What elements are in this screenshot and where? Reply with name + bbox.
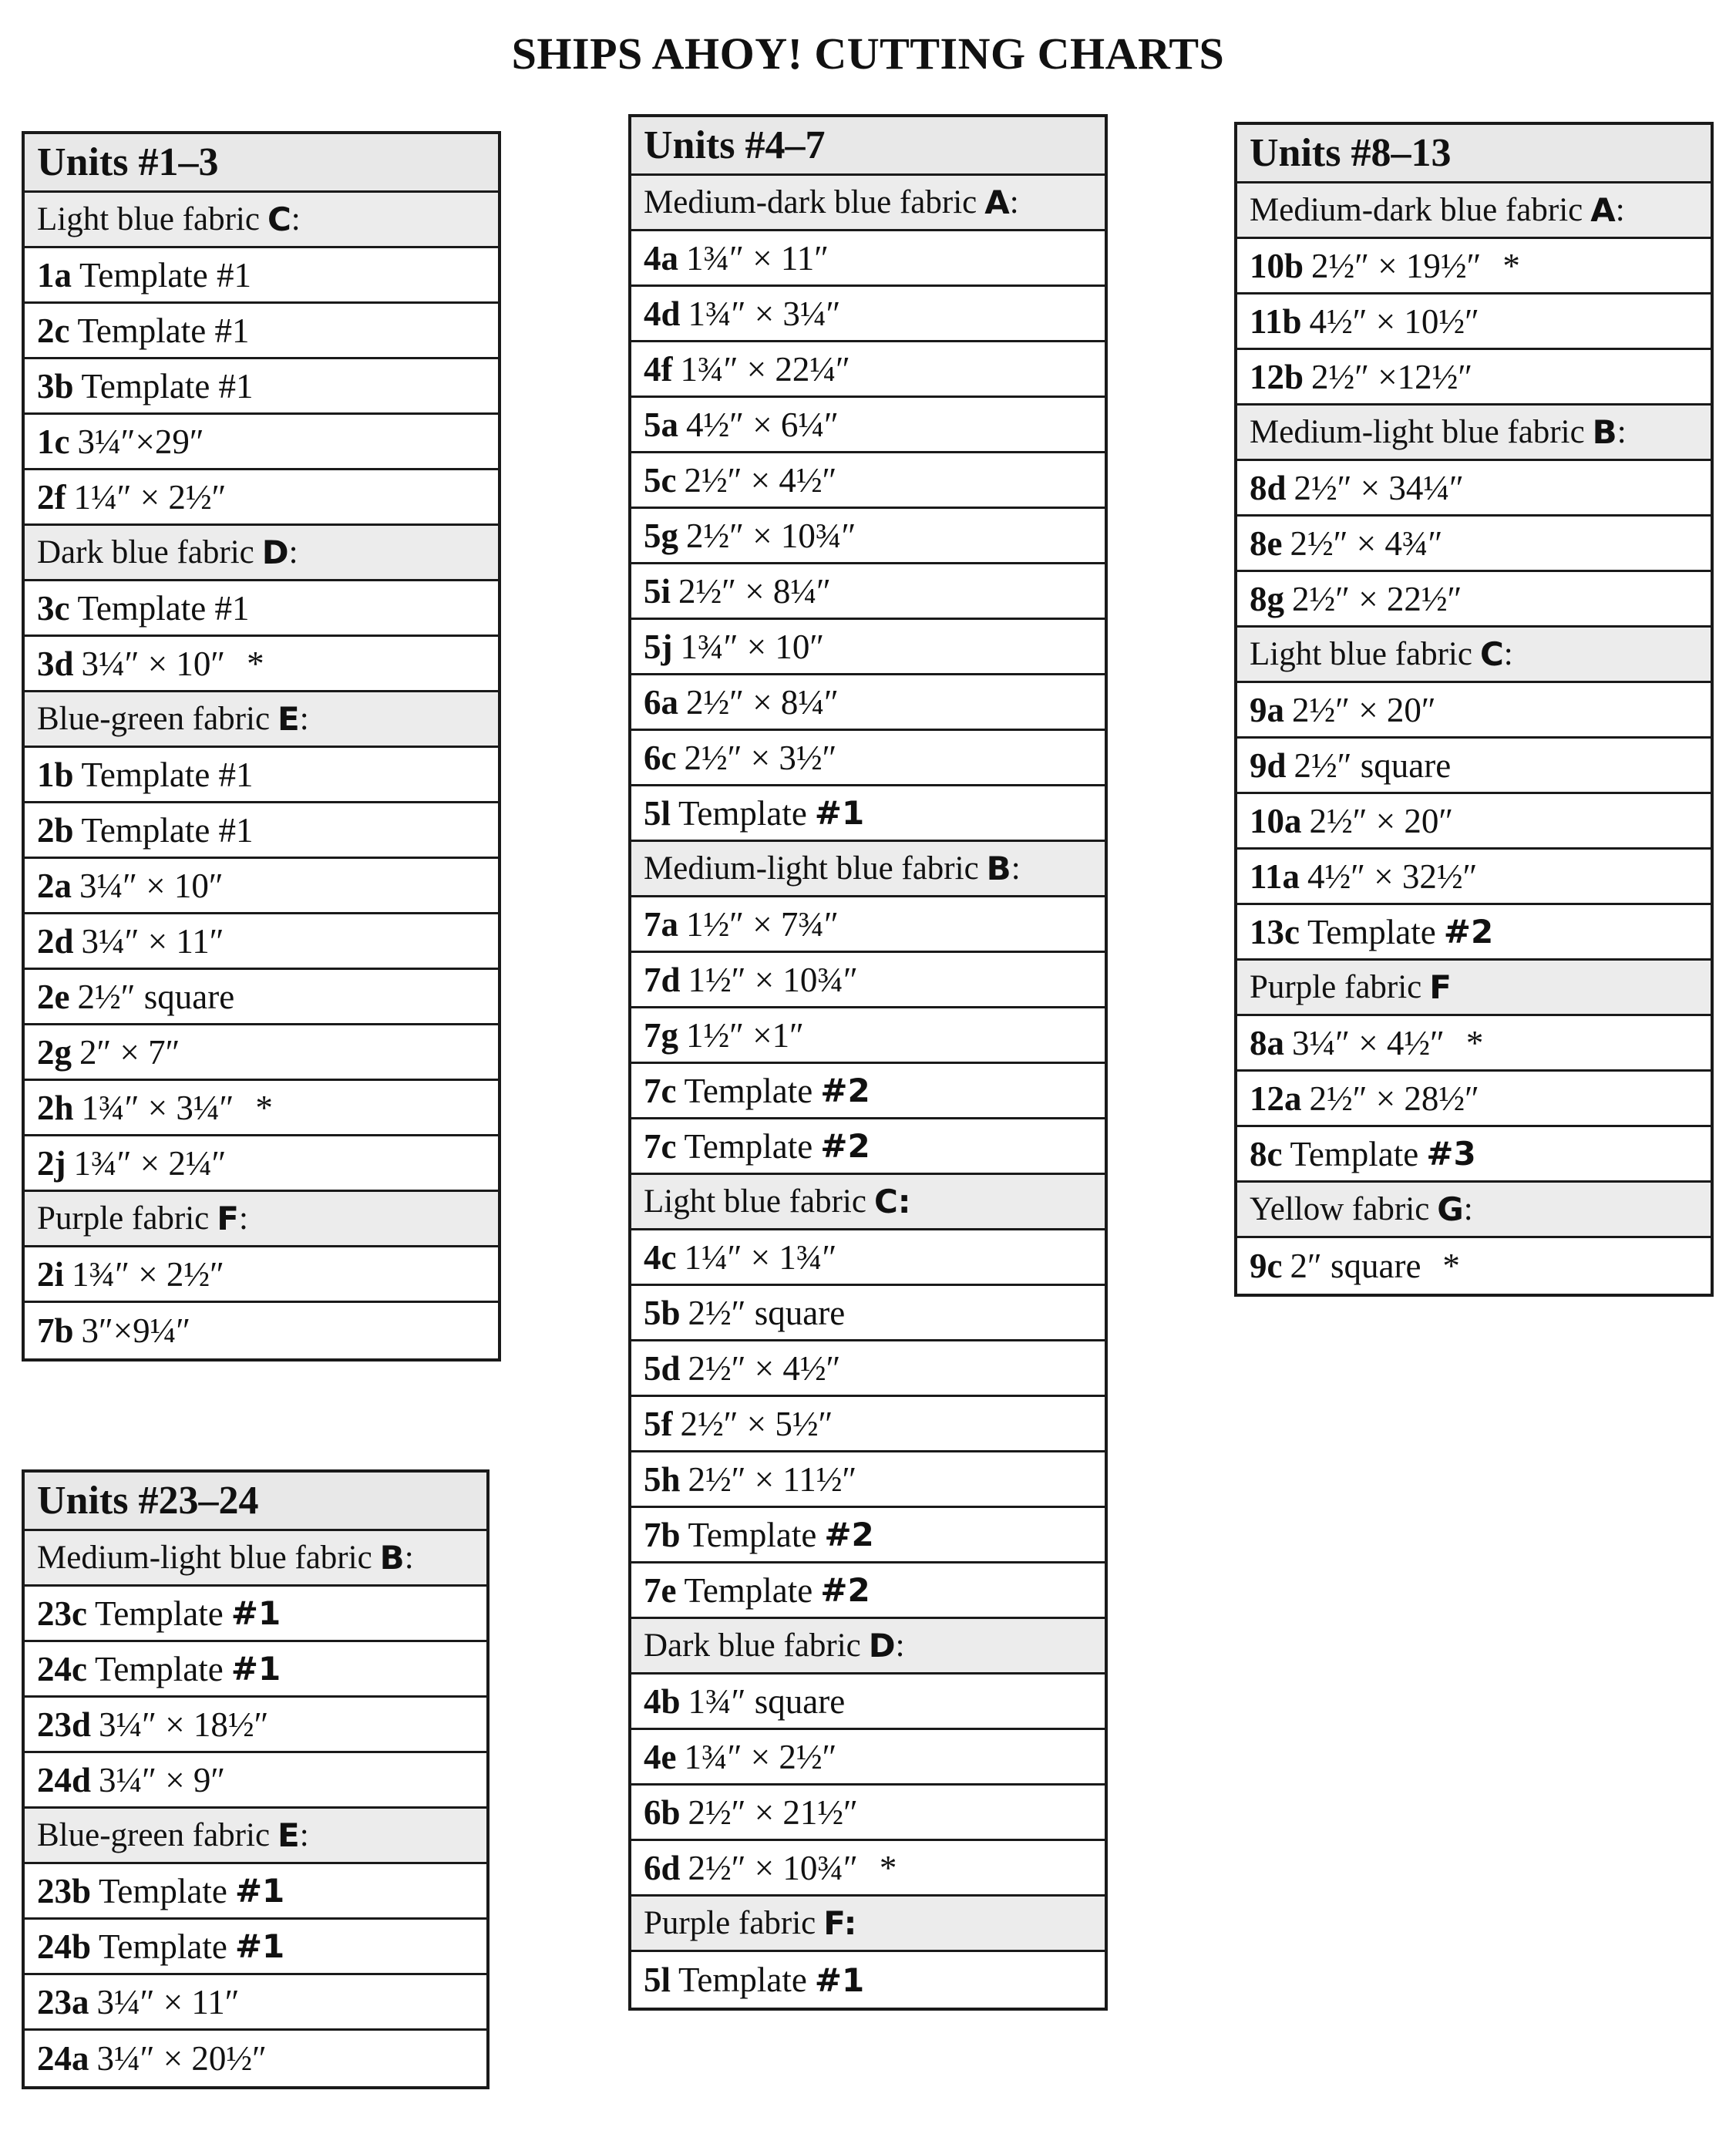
cut-code: 7g xyxy=(644,1015,678,1055)
cut-size: 2½″ × 22½″ xyxy=(1292,579,1462,618)
cut-size: 2½″ ×12½″ xyxy=(1311,357,1473,396)
cut-code: 6a xyxy=(644,682,678,722)
cut-size: Template xyxy=(678,1961,807,1999)
fabric-name: Yellow fabric xyxy=(1250,1191,1430,1227)
cut-size: 1½″ × 10¾″ xyxy=(688,960,858,999)
cut-size: 3¼″ × 10″ xyxy=(81,644,226,683)
cut-row xyxy=(25,581,498,637)
cut-row xyxy=(1237,350,1711,406)
fabric-header xyxy=(1237,628,1711,683)
template-number: #2 xyxy=(824,1516,874,1553)
cut-size: 2″ × 7″ xyxy=(79,1032,180,1072)
asterisk-note: * xyxy=(1465,1023,1484,1062)
fabric-letter: E xyxy=(278,1816,300,1854)
cut-code: 8c xyxy=(1250,1134,1283,1173)
fabric-letter: E xyxy=(278,700,300,738)
template-number: #2 xyxy=(1443,913,1494,951)
cut-code: 23d xyxy=(37,1705,92,1744)
cut-size: Template xyxy=(678,793,807,833)
cut-size: Template xyxy=(684,1071,813,1110)
cut-size: 3¼″ × 20½″ xyxy=(96,2039,267,2078)
cut-row xyxy=(25,470,498,526)
cut-row xyxy=(25,1975,486,2031)
template-number: #1 xyxy=(814,794,865,832)
fabric-header xyxy=(1237,183,1711,239)
cut-size: Template #1 xyxy=(77,311,250,350)
cut-size: 1¼″ × 1¾″ xyxy=(684,1237,837,1277)
cut-row xyxy=(25,1642,486,1698)
cut-size: 3¼″ × 10″ xyxy=(79,866,224,905)
cut-size: 2½″ square xyxy=(77,977,235,1016)
cut-code: 11a xyxy=(1250,857,1300,896)
cut-row xyxy=(631,1563,1105,1619)
cut-code: 6d xyxy=(644,1848,681,1887)
cut-code: 24d xyxy=(37,1760,92,1799)
fabric-name: Medium-dark blue fabric xyxy=(644,184,977,220)
cut-code: 5l xyxy=(644,793,671,833)
fabric-letter: A xyxy=(984,183,1010,221)
cut-size: 1¾″ × 3¼″ xyxy=(81,1088,234,1127)
cut-code: 1b xyxy=(37,755,74,794)
cutting-chart xyxy=(628,114,1108,2011)
cut-size: 3¼″ × 4½″ xyxy=(1292,1023,1445,1062)
template-number: #3 xyxy=(1426,1135,1476,1173)
template-number: #1 xyxy=(230,1594,281,1632)
fabric-suffix: : xyxy=(1463,1191,1473,1227)
cut-size: 1¾″ × 22¼″ xyxy=(680,349,850,389)
cut-code: 8e xyxy=(1250,523,1283,563)
template-number: #1 xyxy=(234,1927,285,1965)
cut-row xyxy=(631,786,1105,842)
cut-code: 10a xyxy=(1250,801,1302,840)
cut-row xyxy=(25,1081,498,1136)
cut-size: 2½″ × 10¾″ xyxy=(688,1848,858,1887)
cut-code: 12a xyxy=(1250,1079,1302,1118)
fabric-suffix: : xyxy=(1011,850,1021,887)
cut-code: 2i xyxy=(37,1254,65,1294)
page-title: SHIPS AHOY! CUTTING CHARTS xyxy=(511,29,1225,79)
cut-size: 2½″ × 3½″ xyxy=(684,738,837,777)
cutting-chart xyxy=(22,131,501,1362)
cut-row xyxy=(25,359,498,415)
template-number: #2 xyxy=(820,1072,870,1109)
cut-row xyxy=(1237,517,1711,572)
cut-code: 4d xyxy=(644,294,681,333)
template-number: #2 xyxy=(820,1127,870,1165)
cut-code: 2b xyxy=(37,810,74,850)
cut-row xyxy=(631,1230,1105,1286)
cut-code: 4e xyxy=(644,1737,677,1776)
cut-code: 2c xyxy=(37,311,70,350)
cut-row xyxy=(1237,295,1711,350)
fabric-name: Medium-light blue fabric xyxy=(644,850,979,887)
cut-code: 6c xyxy=(644,738,677,777)
cut-code: 8g xyxy=(1250,579,1284,618)
chart-heading: Units #1–3 xyxy=(25,134,498,193)
cut-code: 1c xyxy=(37,422,70,461)
cut-code: 13c xyxy=(1250,912,1300,951)
fabric-name: Light blue fabric xyxy=(37,201,260,237)
cut-row xyxy=(1237,239,1711,295)
cut-size: Template #1 xyxy=(81,366,254,406)
cut-size: Template xyxy=(94,1649,224,1688)
template-number: #1 xyxy=(814,1961,865,1999)
cut-size: Template #1 xyxy=(77,588,250,628)
cut-code: 9c xyxy=(1250,1247,1283,1285)
cut-size: 3″×9¼″ xyxy=(81,1311,191,1350)
fabric-name: Blue-green fabric xyxy=(37,701,271,737)
cut-row xyxy=(1237,572,1711,628)
fabric-header xyxy=(25,1192,498,1247)
cut-size: 2″ square xyxy=(1290,1247,1421,1285)
cut-row xyxy=(631,1286,1105,1341)
cut-row xyxy=(25,1864,486,1920)
fabric-header xyxy=(1237,1183,1711,1238)
cut-size: Template xyxy=(94,1594,224,1633)
cut-row xyxy=(25,1698,486,1753)
cut-code: 5i xyxy=(644,571,671,611)
cut-row xyxy=(25,1587,486,1642)
cut-row xyxy=(631,1675,1105,1730)
cut-code: 9d xyxy=(1250,746,1287,785)
cut-row xyxy=(25,1025,498,1081)
cut-code: 4a xyxy=(644,238,678,278)
fabric-letter: B xyxy=(986,850,1011,887)
fabric-name: Light blue fabric xyxy=(1250,636,1472,672)
cut-code: 2h xyxy=(37,1088,74,1127)
fabric-header xyxy=(25,193,498,248)
cut-code: 24a xyxy=(37,2039,89,2078)
cut-row xyxy=(25,1920,486,1975)
asterisk-note: * xyxy=(1442,1247,1460,1285)
cut-size: 1¾″ square xyxy=(688,1681,846,1721)
cut-size: 2½″ × 8¼″ xyxy=(686,682,839,722)
fabric-header xyxy=(25,1809,486,1864)
cut-size: 1¾″ × 3¼″ xyxy=(688,294,841,333)
cut-size: Template #1 xyxy=(81,810,254,850)
cut-code: 6b xyxy=(644,1792,681,1832)
cut-code: 3c xyxy=(37,588,70,628)
cut-size: 1¾″ × 10″ xyxy=(680,627,825,666)
cut-row xyxy=(25,859,498,914)
cut-code: 5a xyxy=(644,405,678,444)
cut-row xyxy=(1237,1072,1711,1127)
fabric-letter: F xyxy=(1429,968,1452,1006)
fabric-header xyxy=(631,1619,1105,1675)
cut-row xyxy=(631,1008,1105,1064)
cut-row xyxy=(25,970,498,1025)
fabric-name: Purple fabric xyxy=(1250,969,1422,1005)
cut-row xyxy=(631,675,1105,731)
cut-size: 2½″ × 4½″ xyxy=(684,460,837,500)
fabric-suffix: : xyxy=(1615,192,1625,228)
template-number: #2 xyxy=(820,1571,870,1609)
fabric-letter: B xyxy=(379,1539,405,1577)
fabric-letter: C xyxy=(1479,635,1504,673)
cut-code: 1a xyxy=(37,255,72,295)
cut-code: 23c xyxy=(37,1594,87,1633)
fabric-suffix: : xyxy=(1503,636,1513,672)
cut-row xyxy=(631,1786,1105,1841)
cut-size: Template #1 xyxy=(79,255,252,295)
cut-size: 2½″ × 4¾″ xyxy=(1290,523,1443,563)
asterisk-note: * xyxy=(255,1088,273,1127)
fabric-header xyxy=(631,1897,1105,1952)
fabric-name: Dark blue fabric xyxy=(644,1627,861,1664)
cut-code: 5j xyxy=(644,627,673,666)
fabric-suffix: : xyxy=(299,701,309,737)
cut-size: 3¼″ × 9″ xyxy=(99,1760,226,1799)
cut-code: 2j xyxy=(37,1143,66,1183)
cut-row xyxy=(25,1136,498,1192)
fabric-header xyxy=(631,842,1105,897)
fabric-letter: D xyxy=(868,1627,896,1664)
cut-code: 4b xyxy=(644,1681,681,1721)
cut-row xyxy=(631,342,1105,398)
fabric-letter: D xyxy=(261,534,289,571)
cut-code: 2a xyxy=(37,866,72,905)
cut-code: 8a xyxy=(1250,1023,1284,1062)
fabric-name: Purple fabric xyxy=(37,1200,210,1237)
cut-row xyxy=(631,731,1105,786)
cut-size: 1¾″ × 2¼″ xyxy=(73,1143,227,1183)
cut-size: 1¾″ × 2½″ xyxy=(72,1254,224,1294)
cut-size: 2½″ × 5½″ xyxy=(680,1404,833,1443)
asterisk-note: * xyxy=(879,1848,897,1887)
cut-row xyxy=(631,620,1105,675)
chart-heading: Units #4–7 xyxy=(631,117,1105,176)
cut-code: 7b xyxy=(37,1311,74,1350)
cut-size: 2½″ × 4½″ xyxy=(688,1348,841,1388)
cut-row xyxy=(1237,461,1711,517)
cut-size: 2½″ × 20″ xyxy=(1309,801,1454,840)
cut-code: 7e xyxy=(644,1570,677,1610)
cut-size: Template xyxy=(99,1871,227,1910)
cut-size: Template xyxy=(684,1570,813,1610)
cut-size: 3¼″ × 11″ xyxy=(81,921,224,961)
cut-row xyxy=(25,803,498,859)
cut-code: 4c xyxy=(644,1237,677,1277)
cut-size: 2½″ × 28½″ xyxy=(1309,1079,1479,1118)
fabric-name: Purple fabric xyxy=(644,1905,816,1941)
cut-row xyxy=(631,1064,1105,1119)
cut-code: 3d xyxy=(37,644,74,683)
cut-row xyxy=(631,953,1105,1008)
fabric-suffix: : xyxy=(291,201,301,237)
cut-row xyxy=(631,1341,1105,1397)
fabric-suffix: : xyxy=(1009,184,1019,220)
fabric-header xyxy=(25,526,498,581)
cut-row xyxy=(631,1730,1105,1786)
cut-code: 23a xyxy=(37,1982,89,2021)
cut-size: 4½″ × 32½″ xyxy=(1307,857,1478,896)
cut-size: 2½″ square xyxy=(1294,746,1452,785)
cut-row xyxy=(25,415,498,470)
cut-code: 5d xyxy=(644,1348,681,1388)
cut-code: 11b xyxy=(1250,301,1302,341)
fabric-name: Light blue fabric xyxy=(644,1183,866,1220)
fabric-name: Medium-light blue fabric xyxy=(37,1540,372,1576)
fabric-suffix: : xyxy=(238,1200,248,1237)
cut-size: 4½″ × 6¼″ xyxy=(686,405,839,444)
cut-code: 7b xyxy=(644,1515,681,1554)
cut-row xyxy=(25,1303,498,1358)
fabric-suffix: : xyxy=(1617,414,1627,450)
cut-size: 3¼″ × 18½″ xyxy=(99,1705,269,1744)
cut-code: 5b xyxy=(644,1293,681,1332)
cut-row xyxy=(25,637,498,692)
template-number: #1 xyxy=(234,1872,285,1910)
fabric-letter: F xyxy=(217,1200,239,1237)
cut-row xyxy=(1237,1016,1711,1072)
fabric-suffix: : xyxy=(299,1817,309,1853)
fabric-suffix: : xyxy=(288,534,298,571)
template-number: #1 xyxy=(230,1650,281,1688)
fabric-header xyxy=(25,692,498,748)
cut-size: 2½″ × 11½″ xyxy=(688,1459,857,1499)
cut-size: 3¼″ × 11″ xyxy=(96,1982,240,2021)
cut-code: 7d xyxy=(644,960,681,999)
fabric-header xyxy=(631,176,1105,231)
cut-row xyxy=(631,1452,1105,1508)
fabric-name: Dark blue fabric xyxy=(37,534,254,571)
chart-heading: Units #8–13 xyxy=(1237,125,1711,183)
cut-code: 2g xyxy=(37,1032,72,1072)
cut-code: 7c xyxy=(644,1126,677,1166)
fabric-header xyxy=(1237,961,1711,1016)
fabric-header xyxy=(631,1175,1105,1230)
cut-size: 1¾″ × 11″ xyxy=(686,238,829,278)
cut-size: 2½″ square xyxy=(688,1293,846,1332)
fabric-header xyxy=(25,1531,486,1587)
cutting-chart xyxy=(1234,122,1714,1297)
fabric-letter: C: xyxy=(873,1183,911,1220)
cut-size: 1¾″ × 2½″ xyxy=(684,1737,837,1776)
cutting-chart xyxy=(22,1469,490,2089)
cut-code: 2e xyxy=(37,977,70,1016)
cut-row xyxy=(25,304,498,359)
fabric-name: Medium-light blue fabric xyxy=(1250,414,1585,450)
cut-size: Template xyxy=(684,1126,813,1166)
cut-size: Template xyxy=(99,1927,227,1966)
cut-size: 2½″ × 19½″ xyxy=(1311,246,1482,285)
chart-heading: Units #23–24 xyxy=(25,1473,486,1531)
cut-size: 2½″ × 8¼″ xyxy=(678,571,831,611)
cut-row xyxy=(1237,1238,1711,1294)
cut-code: 5l xyxy=(644,1961,671,1999)
cut-row xyxy=(631,398,1105,453)
fabric-name: Blue-green fabric xyxy=(37,1817,271,1853)
cut-size: 1½″ ×1″ xyxy=(686,1015,804,1055)
cut-code: 7c xyxy=(644,1071,677,1110)
fabric-letter: B xyxy=(1592,413,1617,451)
cut-row xyxy=(1237,739,1711,794)
fabric-suffix: : xyxy=(404,1540,414,1576)
cut-row xyxy=(631,287,1105,342)
cut-code: 5c xyxy=(644,460,677,500)
cut-code: 24c xyxy=(37,1649,87,1688)
cut-size: 2½″ × 34¼″ xyxy=(1294,468,1464,507)
cut-code: 5g xyxy=(644,516,678,555)
cut-code: 4f xyxy=(644,349,673,389)
fabric-letter: C xyxy=(267,200,291,238)
cut-code: 24b xyxy=(37,1927,92,1966)
cut-row xyxy=(1237,683,1711,739)
cut-row xyxy=(25,2031,486,2086)
cut-size: 2½″ × 21½″ xyxy=(688,1792,858,1832)
cut-size: Template xyxy=(1290,1134,1419,1173)
cut-row xyxy=(25,914,498,970)
fabric-header xyxy=(1237,406,1711,461)
cut-code: 2f xyxy=(37,477,66,517)
cut-row xyxy=(25,1247,498,1303)
cut-size: 2½″ × 20″ xyxy=(1292,690,1436,729)
fabric-letter: F: xyxy=(823,1904,857,1942)
cut-row xyxy=(631,564,1105,620)
asterisk-note: * xyxy=(1502,246,1520,285)
cut-code: 8d xyxy=(1250,468,1287,507)
cut-code: 3b xyxy=(37,366,74,406)
cut-row xyxy=(631,509,1105,564)
asterisk-note: * xyxy=(247,644,264,683)
cut-row xyxy=(25,1753,486,1809)
cut-row xyxy=(631,1119,1105,1175)
cut-row xyxy=(631,897,1105,953)
fabric-letter: A xyxy=(1590,191,1616,229)
cut-row xyxy=(631,1952,1105,2008)
cut-row xyxy=(1237,905,1711,961)
cut-row xyxy=(631,231,1105,287)
cut-row xyxy=(25,748,498,803)
cut-size: 1½″ × 7¾″ xyxy=(686,904,839,944)
cut-row xyxy=(631,1397,1105,1452)
fabric-letter: G xyxy=(1437,1190,1464,1228)
cut-size: Template #1 xyxy=(81,755,254,794)
cut-code: 12b xyxy=(1250,357,1304,396)
cut-row xyxy=(1237,1127,1711,1183)
cut-code: 10b xyxy=(1250,246,1304,285)
cut-size: Template xyxy=(688,1515,817,1554)
cut-row xyxy=(1237,850,1711,905)
fabric-suffix: : xyxy=(895,1627,905,1664)
cut-size: 3¼″×29″ xyxy=(77,422,204,461)
cut-size: 2½″ × 10¾″ xyxy=(686,516,856,555)
cut-row xyxy=(25,248,498,304)
cut-code: 9a xyxy=(1250,690,1284,729)
cut-code: 5f xyxy=(644,1404,673,1443)
cut-code: 23b xyxy=(37,1871,92,1910)
cut-row xyxy=(631,1841,1105,1897)
cut-row xyxy=(1237,794,1711,850)
cut-size: 4½″ × 10½″ xyxy=(1309,301,1479,341)
fabric-name: Medium-dark blue fabric xyxy=(1250,192,1583,228)
cut-size: Template xyxy=(1307,912,1436,951)
cut-row xyxy=(631,453,1105,509)
cut-size: 1¼″ × 2½″ xyxy=(73,477,227,517)
cut-code: 2d xyxy=(37,921,74,961)
cut-row xyxy=(631,1508,1105,1563)
cut-code: 5h xyxy=(644,1459,681,1499)
cut-code: 7a xyxy=(644,904,678,944)
